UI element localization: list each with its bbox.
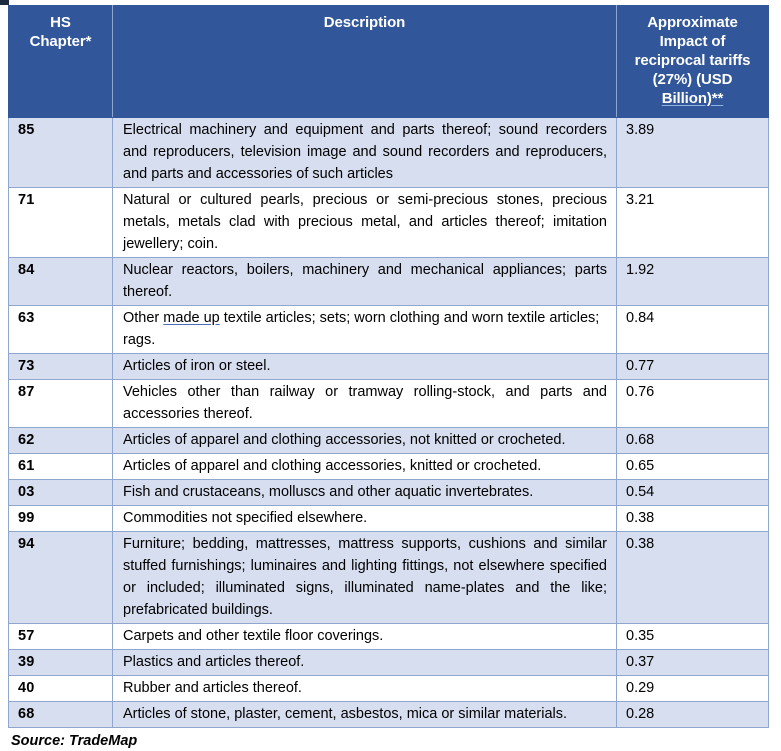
- source-caption: Source: TradeMap: [11, 733, 138, 749]
- cell-description: Carpets and other textile floor coverings.: [113, 624, 617, 650]
- column-header-impact-line-1: Approximate: [647, 14, 738, 31]
- cell-description: Articles of apparel and clothing accessories, knitted or crocheted.: [113, 454, 617, 480]
- cell-description: Articles of iron or steel.: [113, 354, 617, 380]
- cell-impact-value: 0.65: [617, 454, 769, 480]
- table-row: [9, 676, 769, 702]
- table-header: [9, 6, 769, 118]
- cell-description: Nuclear reactors, boilers, machinery and mechanical appliances; parts thereof.: [113, 258, 617, 306]
- cell-description: Commodities not specified elsewhere.: [113, 506, 617, 532]
- cell-hs-chapter: 39: [9, 650, 113, 676]
- cell-impact-value: 0.38: [617, 506, 769, 532]
- cell-impact-value: 0.84: [617, 306, 769, 354]
- cell-impact-value: 0.54: [617, 480, 769, 506]
- description-marked-text: made up: [163, 310, 220, 326]
- table-body: [9, 118, 769, 728]
- cell-hs-chapter: 40: [9, 676, 113, 702]
- table-row: [9, 702, 769, 728]
- cell-hs-chapter: 99: [9, 506, 113, 532]
- cell-impact-value: 0.28: [617, 702, 769, 728]
- cell-hs-chapter: 62: [9, 428, 113, 454]
- table-row: [9, 306, 769, 354]
- cell-hs-chapter: 68: [9, 702, 113, 728]
- cell-impact-value: 0.35: [617, 624, 769, 650]
- description-text: textile articles; sets; worn clothing and worn textile articles; rags.: [123, 310, 600, 348]
- cell-description: Fish and crustaceans, molluscs and other aquatic invertebrates.: [113, 480, 617, 506]
- cell-description: Natural or cultured pearls, precious or semi-precious stones, precious metals, metals clad with precious metal, and articles thereof; imitation jewellery; coin.: [113, 188, 617, 258]
- column-header-impact-line-2: Impact of: [659, 33, 726, 50]
- table-row: [9, 188, 769, 258]
- cell-description: [113, 306, 617, 354]
- cell-hs-chapter: 73: [9, 354, 113, 380]
- table-row: [9, 650, 769, 676]
- table-row: [9, 118, 769, 188]
- description-text: Other: [123, 310, 164, 326]
- column-header-hs-chapter: [9, 6, 113, 118]
- column-header-impact-line-3: reciprocal tariffs: [634, 52, 751, 69]
- table-row: [9, 532, 769, 624]
- cell-hs-chapter: 71: [9, 188, 113, 258]
- cell-impact-value: 1.92: [617, 258, 769, 306]
- table-row: [9, 480, 769, 506]
- cell-description: Plastics and articles thereof.: [113, 650, 617, 676]
- cell-hs-chapter: 94: [9, 532, 113, 624]
- cell-hs-chapter: 03: [9, 480, 113, 506]
- column-header-impact-line-5: Billion)**: [661, 90, 724, 107]
- cell-hs-chapter: 87: [9, 380, 113, 428]
- table-row: [9, 354, 769, 380]
- table-row: [9, 380, 769, 428]
- cell-description: Electrical machinery and equipment and parts thereof; sound recorders and reproducers, television image and sound recorders and reproducers, and parts and accessories of such articles: [113, 118, 617, 188]
- table-row: [9, 454, 769, 480]
- column-header-description: [113, 6, 617, 118]
- cell-hs-chapter: 61: [9, 454, 113, 480]
- cell-description: Articles of stone, plaster, cement, asbestos, mica or similar materials.: [113, 702, 617, 728]
- tariff-impact-table: [8, 5, 769, 728]
- tariff-impact-table-container: [8, 5, 768, 728]
- column-header-impact-line-4: (27%) (USD: [652, 71, 733, 88]
- cell-hs-chapter: 63: [9, 306, 113, 354]
- cell-impact-value: 0.77: [617, 354, 769, 380]
- cell-description: Rubber and articles thereof.: [113, 676, 617, 702]
- cell-hs-chapter: 85: [9, 118, 113, 188]
- cell-impact-value: 3.21: [617, 188, 769, 258]
- cell-impact-value: 0.68: [617, 428, 769, 454]
- cell-description: Articles of apparel and clothing accessories, not knitted or crocheted.: [113, 428, 617, 454]
- cell-impact-value: 3.89: [617, 118, 769, 188]
- column-header-approximate-impact: [617, 6, 769, 118]
- cell-description: Furniture; bedding, mattresses, mattress supports, cushions and similar stuffed furnishings; luminaires and lighting fittings, not elsewhere specified or included; illuminated signs, illuminated name-plates and the like; prefabricated buildings.: [113, 532, 617, 624]
- table-row: [9, 428, 769, 454]
- table-row: [9, 624, 769, 650]
- table-row: [9, 506, 769, 532]
- column-header-description-line-1: Description: [323, 14, 406, 31]
- cell-impact-value: 0.37: [617, 650, 769, 676]
- column-header-hs-chapter-line-1: HS: [50, 14, 71, 31]
- cell-impact-value: 0.29: [617, 676, 769, 702]
- cell-hs-chapter: 84: [9, 258, 113, 306]
- cell-description: Vehicles other than railway or tramway rolling-stock, and parts and accessories thereof.: [113, 380, 617, 428]
- header-row: [9, 6, 769, 118]
- cell-impact-value: 0.38: [617, 532, 769, 624]
- table-row: [9, 258, 769, 306]
- column-header-hs-chapter-line-2: Chapter*: [29, 33, 92, 50]
- cell-hs-chapter: 57: [9, 624, 113, 650]
- cell-impact-value: 0.76: [617, 380, 769, 428]
